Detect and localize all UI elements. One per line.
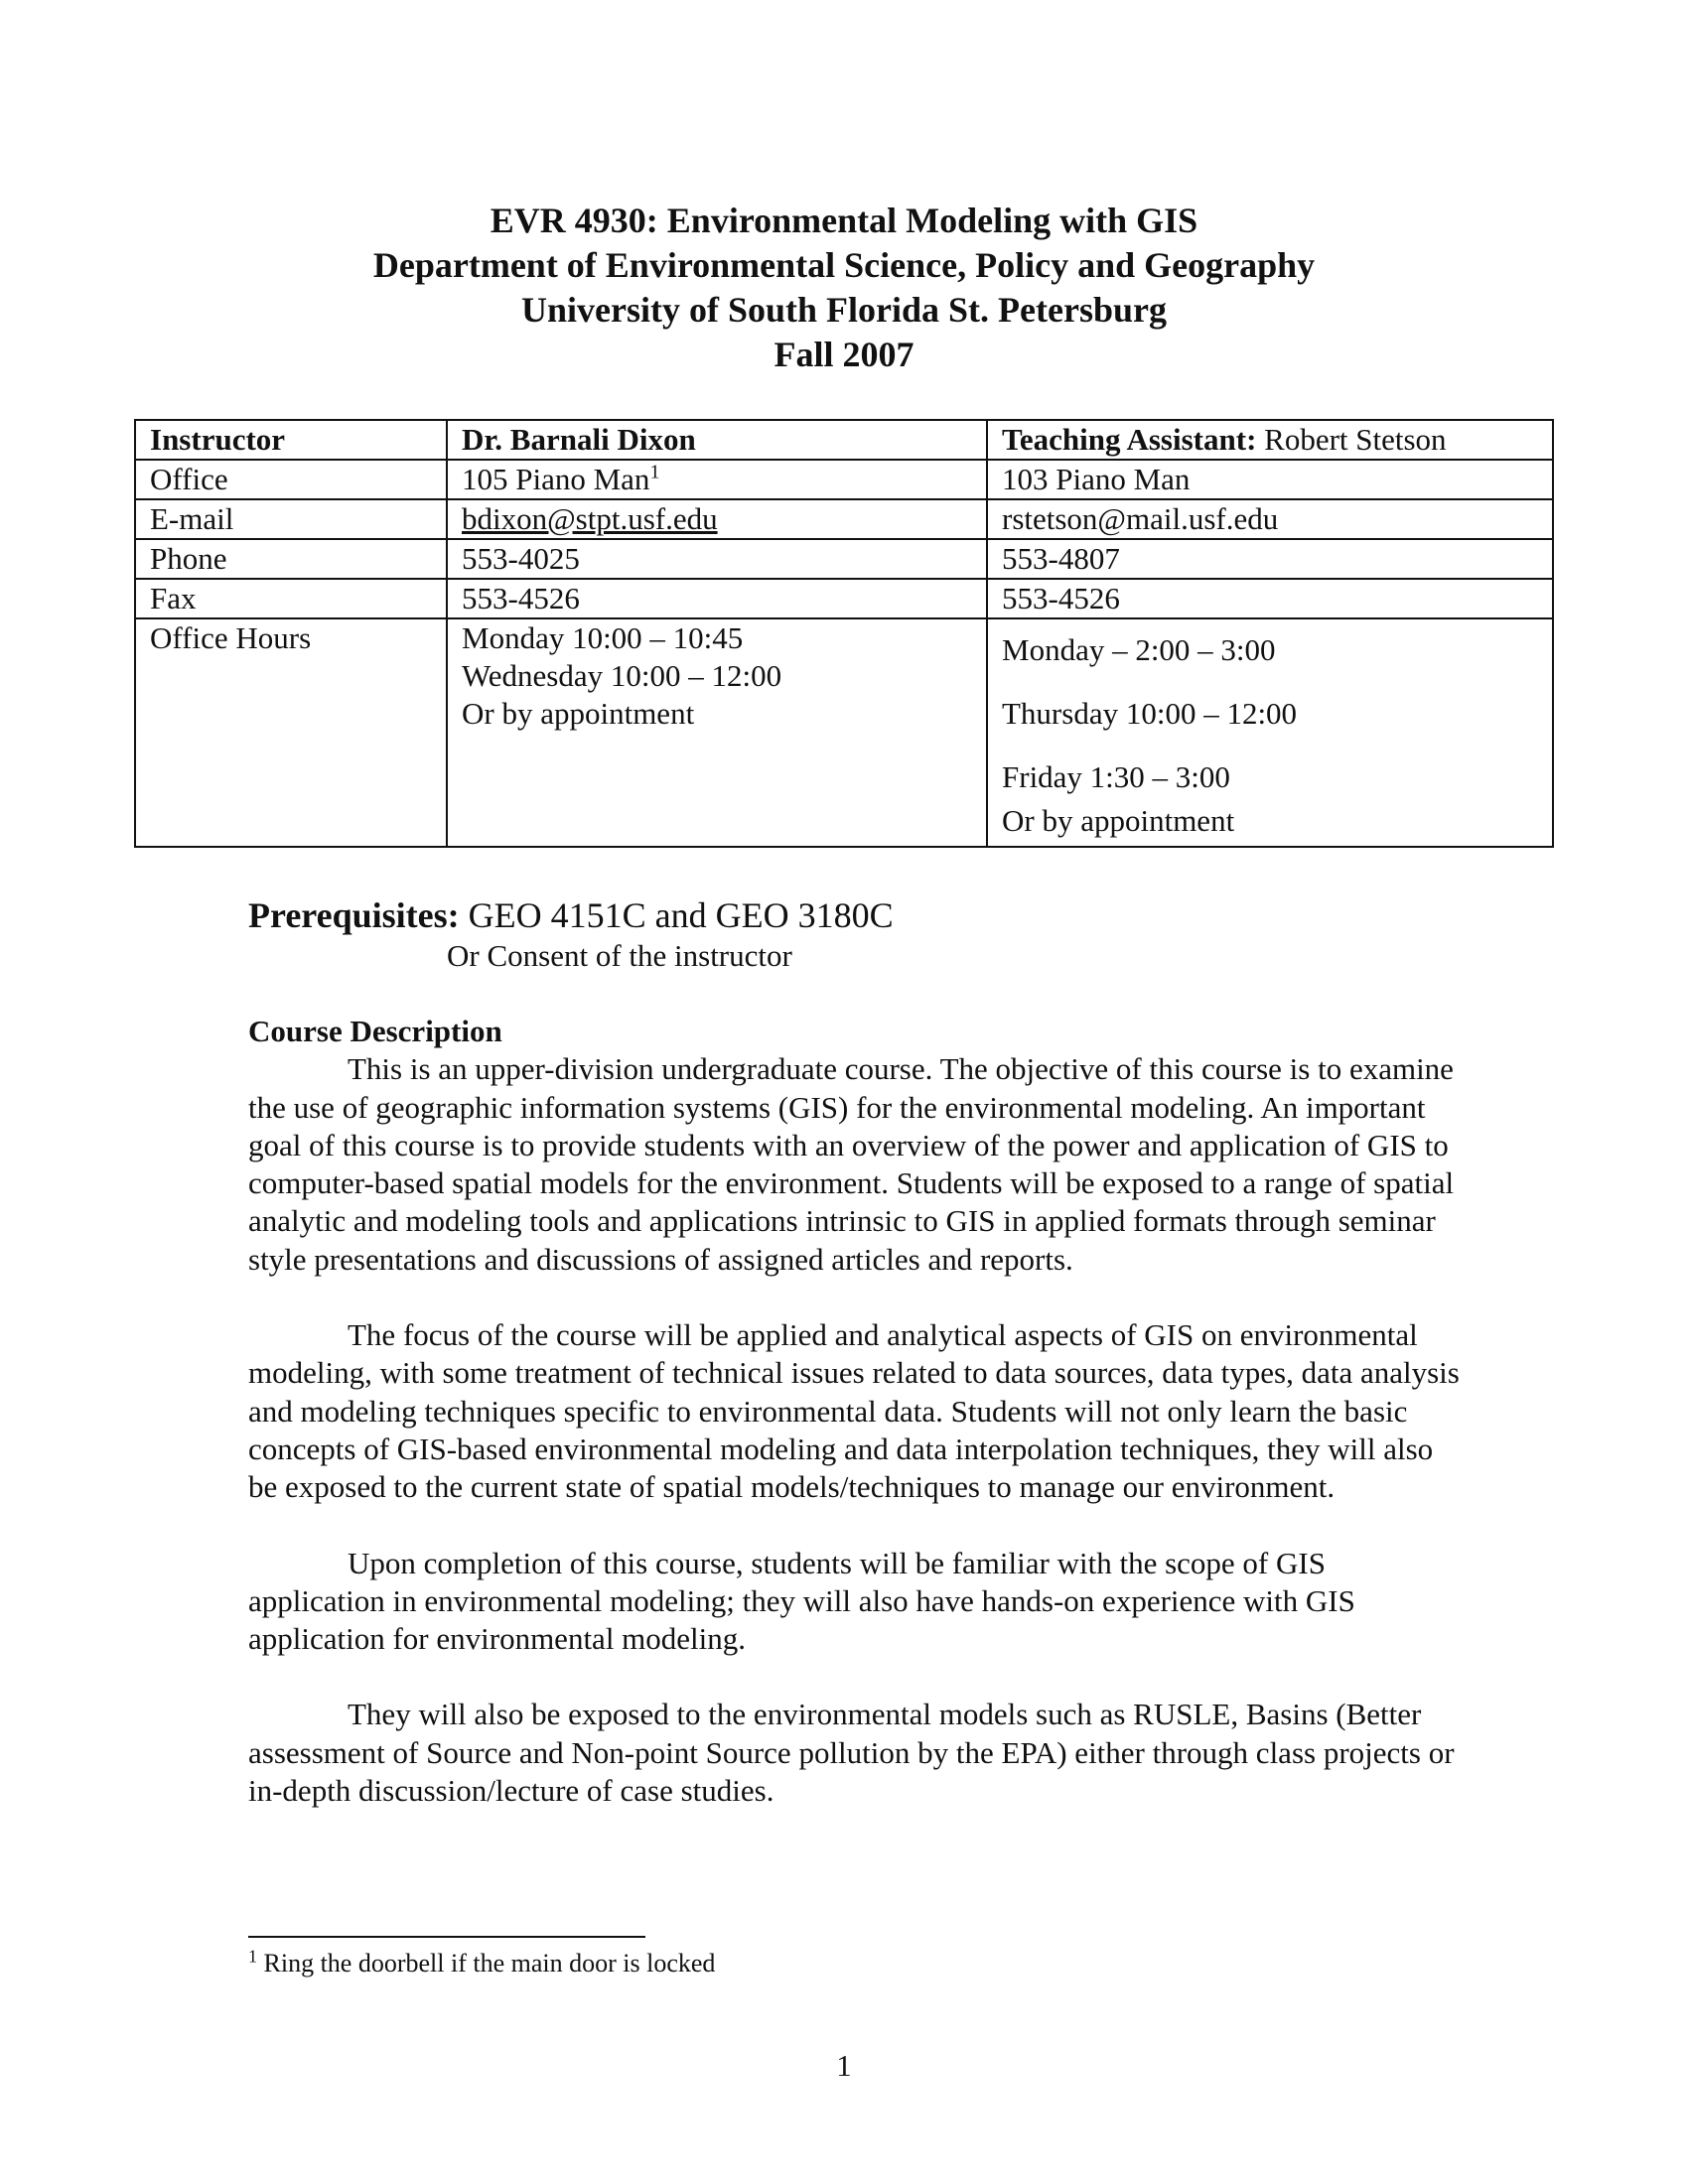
prerequisites — [248, 893, 894, 937]
instructor-office-hours — [447, 618, 987, 847]
ta-hours-line: Friday 1:30 – 3:00 — [1002, 759, 1230, 794]
ta-hours-line: Monday – 2:00 – 3:00 — [1002, 632, 1276, 667]
ta-office-hours — [987, 618, 1553, 847]
footnote — [248, 1948, 715, 1979]
section-title: Course Description — [248, 1014, 502, 1048]
course-description — [248, 1013, 1470, 1847]
ta-hours-line: Thursday 10:00 – 12:00 — [1002, 696, 1298, 731]
paragraph: Upon completion of this course, students will be familiar with the scope of GIS application in environmental modeling; they will also have hands-on experience with GIS application for environmental modeling. — [248, 1545, 1355, 1657]
table-row — [135, 539, 1553, 579]
table-row — [135, 618, 1553, 847]
office-label: Office — [135, 460, 447, 499]
ta-hours-line: Or by appointment — [1002, 803, 1235, 838]
contact-table — [134, 419, 1554, 848]
instructor-hours-line: Or by appointment — [462, 696, 695, 731]
ta-fax: 553-4526 — [987, 579, 1553, 618]
term: Fall 2007 — [774, 335, 914, 374]
fax-label: Fax — [135, 579, 447, 618]
ta-email: rstetson@mail.usf.edu — [987, 499, 1553, 539]
paragraph: This is an upper-division undergraduate course. The objective of this course is to examine the use of geographic information systems (GIS) for the environmental modeling. An important goal of this course is to provide students with an overview of the power and application of GIS to computer-based spatial models for the environment. Students will be exposed to a range of spatial analytic and modeling tools and applications intrinsic to GIS in applied formats through seminar style presentations and discussions of assigned articles and reports. — [248, 1051, 1455, 1277]
prerequisites-alternative: Or Consent of the instructor — [447, 938, 792, 973]
paragraph: They will also be exposed to the environmental models such as RUSLE, Basins (Better assessment of Source and Non-point Source pollution by the EPA) either through class projects or in-depth discussion/lecture of case studies. — [248, 1697, 1455, 1809]
ta-label: Teaching Assistant: — [1002, 422, 1257, 457]
ta-header — [987, 420, 1553, 460]
instructor-email-link[interactable]: bdixon@stpt.usf.edu — [462, 501, 718, 536]
document-header — [0, 199, 1688, 377]
paragraph: The focus of the course will be applied and analytical aspects of GIS on environmental modeling, with some treatment of technical issues related to data sources, data types, data analysis and modeling techniques specific to environmental data. Students will not only learn the basic concepts of GIS-based environmental modeling and data interpolation techniques, they will also be exposed to the current state of spatial models/techniques to manage our environment. — [248, 1317, 1460, 1505]
instructor-office-text: 105 Piano Man — [462, 462, 650, 496]
footnote-text: Ring the doorbell if the main door is locked — [257, 1949, 716, 1978]
instructor-hours-line: Wednesday 10:00 – 12:00 — [462, 658, 782, 693]
footnote-marker: 1 — [649, 461, 660, 483]
phone-label: Phone — [135, 539, 447, 579]
table-row — [135, 420, 1553, 460]
email-label: E-mail — [135, 499, 447, 539]
office-hours-label: Office Hours — [135, 618, 447, 847]
instructor-office — [447, 460, 987, 499]
prerequisites-value: GEO 4151C and GEO 3180C — [459, 895, 894, 935]
footnote-divider — [248, 1936, 645, 1938]
instructor-fax: 553-4526 — [447, 579, 987, 618]
instructor-phone: 553-4025 — [447, 539, 987, 579]
instructor-label: Instructor — [135, 420, 447, 460]
instructor-hours-line: Monday 10:00 – 10:45 — [462, 620, 744, 655]
ta-phone: 553-4807 — [987, 539, 1553, 579]
course-title: EVR 4930: Environmental Modeling with GIS — [490, 201, 1198, 240]
page-number: 1 — [836, 2048, 852, 2083]
university-name: University of South Florida St. Petersburg — [521, 290, 1167, 330]
table-row — [135, 460, 1553, 499]
ta-name: Robert Stetson — [1256, 422, 1447, 457]
instructor-name: Dr. Barnali Dixon — [447, 420, 987, 460]
ta-office: 103 Piano Man — [987, 460, 1553, 499]
prerequisites-label: Prerequisites: — [248, 895, 460, 935]
table-row — [135, 499, 1553, 539]
department-name: Department of Environmental Science, Policy and Geography — [372, 245, 1316, 285]
footnote-mark: 1 — [248, 1946, 257, 1967]
table-row — [135, 579, 1553, 618]
instructor-email-cell — [447, 499, 987, 539]
